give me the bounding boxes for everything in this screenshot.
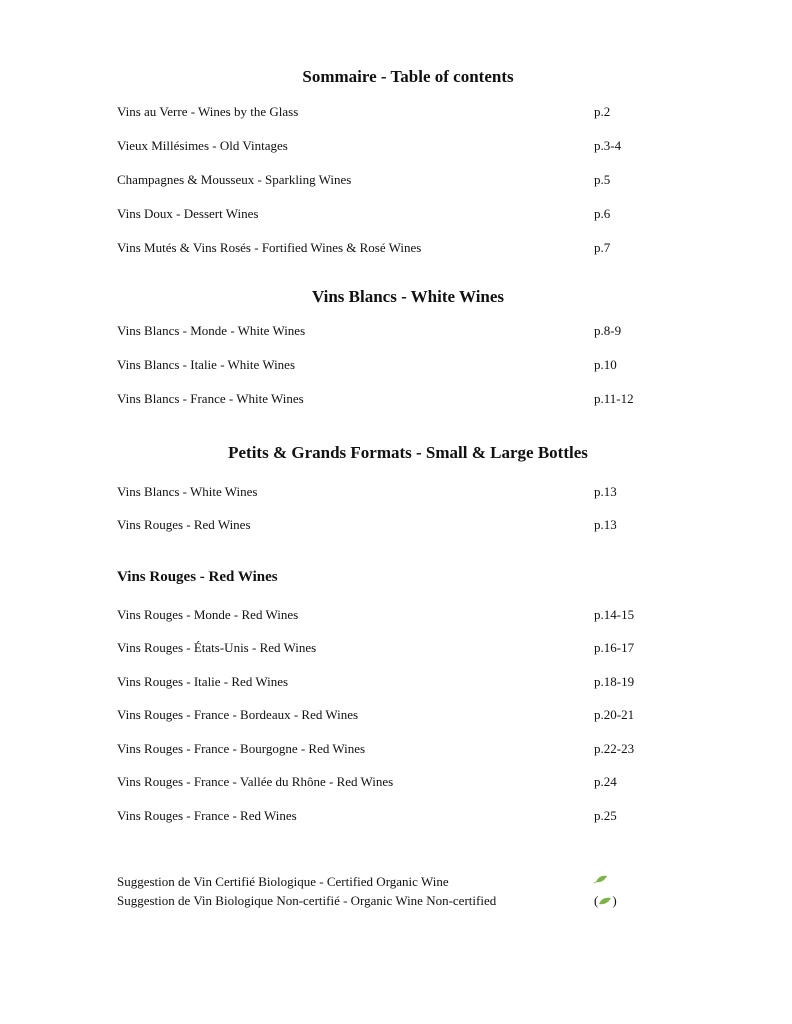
toc-page-number: p.13 [594, 517, 617, 532]
open-paren: ( [594, 893, 599, 908]
toc-row [117, 707, 657, 725]
toc-row [117, 607, 657, 625]
toc-row [117, 240, 657, 258]
toc-page-number: p.13 [594, 484, 617, 499]
toc-page-number: p.18-19 [594, 674, 635, 689]
leaf-icon [598, 896, 612, 906]
close-paren: ) [612, 893, 617, 908]
toc-row [117, 172, 657, 190]
toc-row [117, 138, 657, 156]
toc-row [117, 741, 657, 759]
section-title-contents: Sommaire - Table of contents [302, 67, 514, 86]
toc-row [117, 323, 657, 341]
legend-certified-label: Suggestion de Vin Certifié Biologique - Certified Organic Wine [117, 874, 449, 889]
toc-page-number: p.14-15 [594, 607, 635, 622]
toc-entry-label: Vins Blancs - Monde - White Wines [117, 323, 306, 338]
toc-entry-label: Vins Blancs - Italie - White Wines [117, 357, 296, 372]
toc-page-number: p.22-23 [594, 741, 635, 756]
toc-entry-label: Vins Rouges - Italie - Red Wines [117, 674, 289, 689]
toc-entry-label: Vins Mutés & Vins Rosés - Fortified Wines & Rosé Wines [117, 240, 422, 255]
toc-entry-label: Vins Doux - Dessert Wines [117, 206, 259, 221]
legend-certified-mark [594, 874, 608, 884]
toc-row [117, 640, 657, 658]
toc-page-number: p.6 [594, 206, 611, 221]
section-title-red-wines: Vins Rouges - Red Wines [117, 569, 278, 585]
toc-entry-label: Vins Rouges - Monde - Red Wines [117, 607, 299, 622]
toc-entry-label: Vins Rouges - France - Red Wines [117, 808, 297, 823]
legend-certified [117, 874, 637, 892]
toc-entry-label: Vins Rouges - France - Bordeaux - Red Wines [117, 707, 359, 722]
toc-page-number: p.10 [594, 357, 617, 372]
toc-page-number: p.25 [594, 808, 617, 823]
legend-non-certified-mark [594, 893, 617, 909]
toc-entry-label: Champagnes & Mousseux - Sparkling Wines [117, 172, 352, 187]
toc-entry-label: Vins au Verre - Wines by the Glass [117, 104, 299, 119]
section-title-white-wines: Vins Blancs - White Wines [311, 287, 505, 306]
toc-entry-label: Vins Rouges - Red Wines [117, 517, 251, 532]
toc-entry-label: Vins Rouges - France - Bourgogne - Red Wines [117, 741, 366, 756]
toc-row [117, 517, 657, 535]
toc-entry-label: Vins Rouges - France - Vallée du Rhône - Red Wines [117, 774, 394, 789]
toc-page-number: p.3-4 [594, 138, 622, 153]
toc-page-number: p.8-9 [594, 323, 622, 338]
toc-page-number: p.16-17 [594, 640, 635, 655]
section-title-formats: Petits & Grands Formats - Small & Large Bottles [228, 443, 588, 462]
toc-page-number: p.20-21 [594, 707, 635, 722]
leaf-icon [594, 874, 608, 884]
toc-entry-label: Vins Blancs - White Wines [117, 484, 258, 499]
toc-page-number: p.11-12 [594, 391, 634, 406]
toc-row [117, 808, 657, 826]
toc-entry-label: Vins Rouges - États-Unis - Red Wines [117, 640, 317, 655]
toc-row [117, 484, 657, 502]
legend-non-certified-label: Suggestion de Vin Biologique Non-certifié - Organic Wine Non-certified [117, 893, 497, 908]
toc-page-number: p.2 [594, 104, 611, 119]
toc-page-number: p.24 [594, 774, 617, 789]
toc-row [117, 357, 657, 375]
toc-page-number: p.7 [594, 240, 611, 255]
toc-entry-label: Vins Blancs - France - White Wines [117, 391, 304, 406]
toc-entry-label: Vieux Millésimes - Old Vintages [117, 138, 288, 153]
toc-row [117, 774, 657, 792]
toc-page-number: p.5 [594, 172, 611, 187]
toc-row [117, 206, 657, 224]
toc-row [117, 104, 657, 122]
legend-non-certified [117, 893, 637, 911]
toc-row [117, 674, 657, 692]
toc-row [117, 391, 657, 409]
